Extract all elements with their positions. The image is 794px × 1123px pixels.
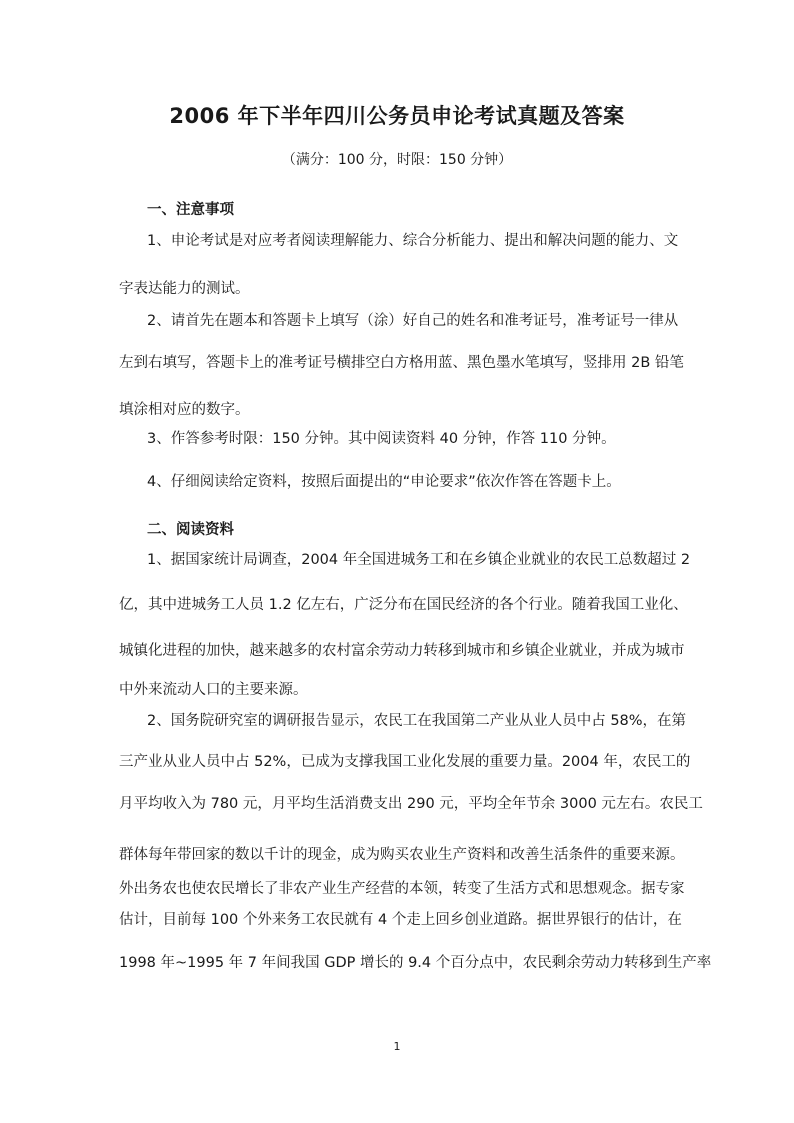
paragraph-line: 左到右填写，答题卡上的准考证号横排空白方格用蓝、黑色墨水笔填写，竖排用 2B 铅笔 [119, 355, 684, 371]
paragraph-line: 填涂相对应的数字。 [119, 402, 250, 418]
paragraph-line: 城镇化进程的加快，越来越多的农村富余劳动力转移到城市和乡镇企业就业，并成为城市 [119, 643, 685, 659]
paragraph-line: 估计，目前每 100 个外来务工农民就有 4 个走上回乡创业道路。据世界银行的估计，在 [119, 912, 682, 928]
page-number: 1 [393, 1040, 401, 1053]
paragraph-line: 外出务农也使农民增长了非农产业生产经营的本领，转变了生活方式和思想观念。据专家 [119, 881, 685, 897]
paragraph-line: 字表达能力的测试。 [119, 281, 250, 297]
paragraph-line: 三产业从业人员中占 52%，已成为支撑我国工业化发展的重要力量。2004 年，农民工的 [119, 754, 691, 770]
paragraph-line: 月平均收入为 780 元，月平均生活消费支出 290 元，平均全年节余 3000 元左右。农民工 [119, 796, 703, 812]
section-heading-notes: 一、注意事项 [147, 202, 234, 218]
page-title: 2006 年下半年四川公务员申论考试真题及答案 [169, 104, 625, 128]
paragraph-line: 1、申论考试是对应考者阅读理解能力、综合分析能力、提出和解决问题的能力、文 [147, 233, 679, 249]
paragraph-line: 3、作答参考时限：150 分钟。其中阅读资料 40 分钟，作答 110 分钟。 [147, 431, 616, 447]
paragraph-line: 2、国务院研究室的调研报告显示，农民工在我国第二产业从业人员中占 58%，在第 [147, 713, 687, 729]
paragraph-line: 1998 年~1995 年 7 年间我国 GDP 增长的 9.4 个百分点中，农民剩余劳动力转移到生产率 [119, 955, 712, 971]
paragraph-line: 2、请首先在题本和答题卡上填写（涂）好自己的姓名和准考证号，准考证号一律从 [147, 313, 679, 329]
paragraph-line: 4、仔细阅读给定资料，按照后面提出的“申论要求”依次作答在答题卡上。 [147, 474, 621, 490]
paragraph-line: 1、据国家统计局调查，2004 年全国进城务工和在乡镇企业就业的农民工总数超过 2 [147, 552, 691, 568]
page-subtitle: （满分：100 分，时限：150 分钟） [281, 152, 513, 168]
paragraph-line: 亿，其中进城务工人员 1.2 亿左右，广泛分布在国民经济的各个行业。随着我国工业化、 [119, 597, 688, 613]
paragraph-line: 中外来流动人口的主要来源。 [119, 682, 308, 698]
paragraph-line: 群体每年带回家的数以千计的现金，成为购买农业生产资料和改善生活条件的重要来源。 [119, 847, 685, 863]
section-heading-reading: 二、阅读资料 [147, 522, 234, 538]
